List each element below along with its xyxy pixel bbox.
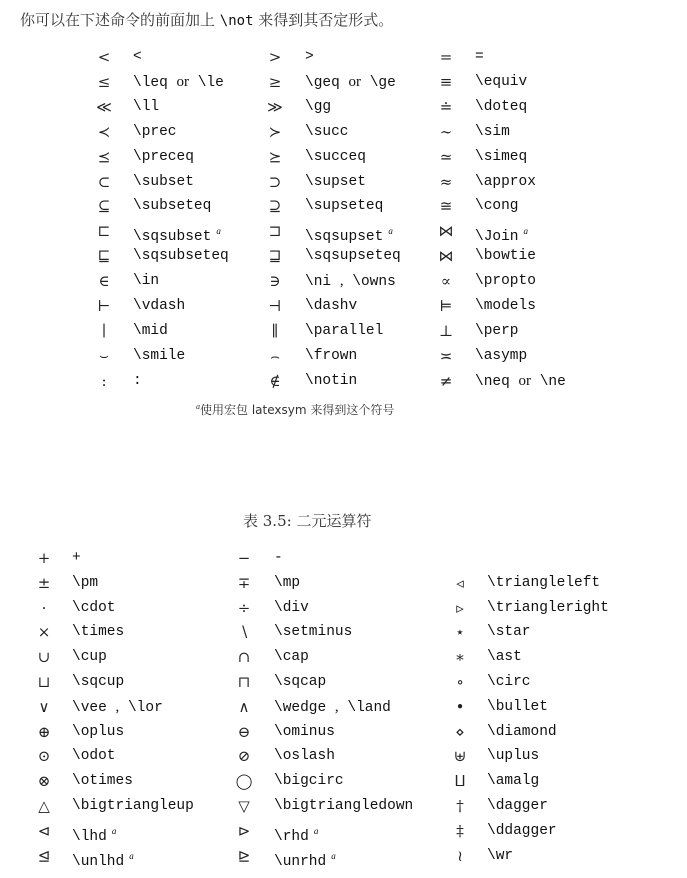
symbol-command: [305, 220, 393, 248]
command-text: \notin: [305, 372, 358, 389]
command-text: \vdash: [133, 298, 186, 314]
footnote-ref: a: [388, 226, 393, 237]
command-alias: \le: [197, 74, 224, 91]
symbol-glyph: ‡: [456, 821, 464, 840]
command-text: \unrhd: [274, 853, 327, 870]
symbol-glyph: ⋆: [455, 623, 465, 642]
symbol-glyph: +: [37, 549, 51, 567]
symbol-glyph: =: [439, 48, 453, 66]
command-text: \dagger: [487, 798, 548, 814]
symbol-glyph: ⋈: [438, 222, 454, 241]
symbol-glyph: ⊳: [237, 821, 251, 840]
symbol-command: [475, 71, 527, 93]
symbol-command: [72, 597, 116, 619]
command-text: \frown: [305, 347, 358, 364]
symbol-command: [475, 96, 527, 118]
symbol-glyph: ∈: [98, 272, 110, 291]
symbol-command: [305, 295, 357, 317]
symbol-command: [133, 96, 159, 118]
symbol-command: [133, 245, 229, 267]
symbol-glyph: ⊣: [268, 297, 282, 315]
command-text: \wedge: [274, 699, 327, 716]
command-text: \bigcirc: [274, 773, 344, 790]
symbol-command: [133, 320, 168, 342]
symbol-glyph: ±: [37, 573, 51, 592]
command-text: \oslash: [274, 748, 335, 765]
command-text: \triangleright: [487, 599, 609, 616]
command-text: \propto: [475, 273, 536, 290]
symbol-command: [72, 646, 107, 668]
command-alias: \ne: [539, 373, 566, 390]
symbol-glyph: ⊇: [268, 197, 282, 216]
command-text: \wr: [487, 847, 514, 864]
symbol-glyph: ∨: [38, 697, 50, 716]
symbol-glyph: ⊗: [37, 772, 51, 791]
command-text: \sqsupseteq: [305, 248, 401, 265]
symbol-glyph: ∪: [37, 648, 51, 667]
command-text: \rhd: [274, 828, 309, 845]
command-text: \bullet: [487, 698, 548, 715]
symbol-command: [487, 696, 548, 718]
command-text: =: [475, 49, 484, 65]
symbol-glyph: :: [101, 371, 107, 390]
symbol-command: [475, 320, 519, 342]
command-separator: ,: [115, 698, 120, 715]
symbol-command: [475, 370, 566, 393]
command-text: \unlhd: [72, 853, 125, 870]
symbol-command: [72, 721, 124, 743]
symbol-command: [133, 370, 142, 392]
command-text: \lhd: [72, 828, 107, 845]
symbol-glyph: ÷: [237, 598, 251, 617]
symbol-glyph: †: [456, 797, 464, 815]
symbol-glyph: ⊒: [268, 247, 282, 266]
command-separator: or: [348, 73, 362, 90]
symbol-glyph: ▽: [238, 797, 250, 815]
symbol-glyph: ≐: [439, 97, 453, 116]
command-text: <: [133, 49, 142, 65]
command-text: \cap: [274, 649, 309, 666]
symbol-glyph: ∩: [237, 648, 251, 667]
symbol-command: [133, 46, 142, 68]
symbol-command: [305, 146, 366, 168]
command-text: \ll: [133, 98, 160, 115]
symbol-glyph: <: [97, 48, 111, 66]
symbol-command: [487, 621, 531, 643]
symbol-glyph: ≃: [439, 147, 453, 166]
command-text: \prec: [133, 123, 177, 140]
symbol-command: [274, 745, 335, 767]
symbol-command: [72, 795, 194, 817]
intro-after: 来得到其否定形式。: [253, 11, 394, 29]
command-text: \dashv: [305, 298, 358, 314]
symbol-glyph: ≻: [268, 122, 282, 141]
symbol-command: [133, 71, 224, 94]
command-text: +: [72, 550, 81, 566]
symbol-command: [475, 295, 536, 317]
command-alias: \owns: [352, 274, 396, 291]
command-text: :: [133, 372, 142, 389]
command-alias: \lor: [127, 699, 163, 716]
symbol-command: [274, 696, 391, 719]
symbol-glyph: ⪯: [97, 147, 111, 166]
symbol-command: [274, 597, 309, 619]
symbol-command: [274, 845, 336, 873]
symbol-glyph: ⊕: [37, 722, 51, 741]
symbol-glyph: ·: [41, 598, 47, 617]
symbol-command: [475, 220, 528, 248]
command-alias: \ge: [369, 74, 396, 91]
footnote-mark: a: [196, 402, 200, 411]
symbol-glyph: ⊲: [37, 821, 51, 840]
command-text: \sqcap: [274, 674, 327, 690]
command-text: \doteq: [475, 98, 528, 115]
command-text: \neq: [475, 373, 510, 390]
symbol-command: [487, 597, 609, 619]
symbol-command: [305, 71, 396, 94]
command-text: \approx: [475, 173, 536, 190]
symbol-glyph: ⊃: [268, 172, 282, 191]
command-text: \supseteq: [305, 198, 384, 215]
symbol-glyph: >: [268, 48, 282, 66]
symbol-glyph: ≍: [439, 346, 453, 365]
command-text: \ddagger: [487, 822, 557, 839]
symbol-command: [487, 820, 557, 842]
symbol-command: [274, 820, 318, 848]
symbol-glyph: ▹: [456, 598, 464, 617]
symbol-command: [475, 121, 510, 143]
command-text: \parallel: [305, 322, 384, 339]
symbol-command: [133, 295, 185, 317]
symbol-glyph: ⊖: [237, 722, 251, 741]
symbol-command: [475, 171, 536, 193]
symbol-command: [72, 820, 116, 848]
footnote-ref: a: [111, 825, 117, 836]
symbol-command: [305, 121, 349, 143]
symbol-glyph: ≀: [457, 846, 463, 865]
symbol-glyph: −: [237, 549, 251, 567]
symbol-command: [274, 646, 309, 668]
command-text: \perp: [475, 322, 519, 339]
command-text: \supset: [305, 173, 366, 190]
command-text: \diamond: [487, 723, 557, 740]
command-text: \gg: [305, 98, 332, 115]
symbol-command: [305, 320, 383, 342]
command-separator: or: [176, 73, 190, 90]
command-text: \subseteq: [133, 198, 212, 215]
command-text: \otimes: [72, 773, 133, 790]
symbol-glyph: ◯: [235, 772, 253, 791]
symbol-command: [487, 745, 539, 767]
symbol-glyph: ⋈: [438, 247, 454, 266]
symbol-glyph: ◃: [456, 573, 464, 592]
symbol-glyph: ⊎: [453, 747, 467, 766]
command-text: -: [274, 550, 283, 566]
command-separator: ,: [339, 273, 344, 290]
symbol-command: [305, 195, 383, 217]
command-text: \div: [274, 599, 309, 616]
command-text: \models: [475, 298, 536, 314]
command-text: \uplus: [487, 748, 540, 765]
symbol-glyph: ⊵: [237, 846, 251, 865]
command-text: \leq: [133, 74, 168, 91]
symbol-command: [72, 845, 134, 873]
symbol-command: [72, 671, 124, 693]
command-text: \circ: [487, 674, 531, 690]
symbol-command: [133, 146, 194, 168]
command-text: \amalg: [487, 773, 540, 790]
symbol-glyph: ∗: [454, 648, 466, 667]
symbol-command: [475, 195, 519, 217]
intro-code: \not: [219, 13, 254, 29]
symbol-command: [274, 621, 352, 643]
symbol-glyph: ⌣: [99, 346, 109, 365]
symbol-glyph: ≠: [439, 371, 453, 390]
symbol-glyph: △: [38, 797, 50, 815]
symbol-command: [274, 721, 335, 743]
footnote-ref: a: [216, 226, 221, 237]
symbol-command: [305, 171, 366, 193]
symbol-glyph: ≪: [96, 97, 112, 116]
symbol-glyph: ⊓: [237, 673, 251, 691]
intro-text: [20, 9, 393, 30]
symbol-glyph: ≥: [268, 72, 282, 91]
symbol-command: [274, 795, 413, 817]
command-text: \triangleleft: [487, 574, 601, 591]
symbol-glyph: ∋: [269, 272, 281, 291]
symbol-command: [72, 621, 124, 643]
symbol-glyph: ≫: [267, 97, 283, 116]
footnote-ref: a: [313, 825, 319, 836]
symbol-glyph: ⊴: [37, 846, 51, 865]
symbol-command: [133, 220, 221, 248]
command-text: \mid: [133, 322, 168, 339]
command-text: \pm: [72, 574, 99, 591]
command-separator: ,: [334, 698, 339, 715]
command-text: \vee: [72, 699, 107, 716]
command-alias: \land: [347, 699, 391, 716]
symbol-command: [274, 572, 300, 594]
command-text: \sim: [475, 123, 510, 140]
symbol-command: [72, 770, 133, 792]
command-text: \cup: [72, 649, 107, 666]
intro-before: 你可以在下述命令的前面加上: [20, 11, 220, 29]
symbol-command: [475, 345, 527, 367]
symbol-command: [475, 270, 536, 292]
symbol-command: [274, 671, 326, 693]
command-text: \Join: [475, 229, 519, 246]
symbol-glyph: ∧: [238, 697, 250, 716]
footnote-ref: a: [331, 850, 336, 861]
symbol-command: [475, 46, 484, 68]
symbol-glyph: ≈: [439, 172, 453, 191]
command-text: \bigtriangleup: [72, 798, 194, 814]
symbol-command: [475, 245, 536, 267]
symbol-glyph: ⊂: [97, 172, 111, 191]
symbol-command: [487, 845, 513, 867]
command-text: \bowtie: [475, 248, 536, 265]
command-text: \asymp: [475, 347, 528, 364]
command-text: \sqsubset: [133, 229, 212, 246]
symbol-glyph: ∼: [439, 122, 453, 141]
command-text: \subset: [133, 173, 194, 190]
command-text: \geq: [305, 74, 340, 91]
command-text: \equiv: [475, 73, 528, 90]
symbol-command: [305, 46, 314, 68]
symbol-glyph: ⊔: [37, 673, 51, 691]
symbol-command: [487, 646, 522, 668]
symbol-glyph: ⊙: [37, 747, 51, 766]
command-separator: or: [518, 372, 532, 389]
symbol-glyph: ⊆: [97, 197, 111, 216]
symbol-glyph: ≺: [97, 122, 111, 141]
symbol-command: [72, 696, 163, 719]
symbol-glyph: ⊏: [97, 222, 111, 241]
command-text: \ni: [305, 274, 332, 291]
command-text: \succ: [305, 123, 349, 140]
command-text: \succeq: [305, 148, 366, 165]
footnote-text: 使用宏包 latexsym 来得到这个符号: [200, 403, 395, 417]
symbol-command: [487, 770, 539, 792]
symbol-glyph: ⊨: [439, 297, 453, 315]
command-text: \sqsupset: [305, 229, 384, 246]
symbol-command: [72, 745, 116, 767]
symbol-glyph: ⊑: [97, 247, 111, 266]
symbol-glyph: ×: [37, 623, 51, 642]
symbol-command: [133, 171, 194, 193]
symbol-command: [305, 270, 396, 293]
symbol-command: [133, 121, 177, 143]
symbol-glyph: ∘: [456, 673, 464, 691]
command-text: \in: [133, 273, 160, 290]
symbol-glyph: ∥: [271, 321, 279, 340]
footnote-ref: a: [129, 850, 134, 861]
table-caption: 表 3.5: 二元运算符: [243, 512, 372, 530]
symbol-command: [72, 547, 81, 569]
command-text: \preceq: [133, 148, 194, 165]
symbol-command: [274, 770, 344, 792]
symbol-glyph: ∣: [101, 321, 107, 340]
symbol-glyph: ⌢: [270, 346, 280, 365]
command-text: \cong: [475, 198, 519, 215]
command-text: \odot: [72, 748, 116, 765]
footnote: [196, 401, 394, 418]
symbol-command: [305, 245, 401, 267]
symbol-command: [487, 572, 600, 594]
command-text: \times: [72, 624, 125, 641]
symbol-glyph: •: [455, 697, 465, 716]
symbol-command: [475, 146, 527, 168]
symbol-command: [305, 345, 357, 367]
symbol-glyph: ∖: [239, 623, 249, 642]
command-text: \bigtriangledown: [274, 798, 414, 814]
symbol-glyph: ≅: [439, 197, 453, 216]
symbol-glyph: ⨿: [454, 772, 466, 791]
symbol-command: [487, 671, 531, 693]
command-text: \sqsubseteq: [133, 248, 229, 265]
symbol-glyph: ∝: [440, 272, 452, 291]
command-text: \smile: [133, 347, 186, 364]
symbol-command: [133, 270, 159, 292]
command-text: \oplus: [72, 723, 125, 740]
symbol-glyph: ≡: [439, 72, 453, 91]
symbol-glyph: ⊥: [438, 321, 454, 340]
symbol-command: [487, 795, 548, 817]
symbol-command: [305, 96, 331, 118]
command-text: \ominus: [274, 723, 335, 740]
symbol-glyph: ∓: [237, 573, 251, 592]
command-text: \mp: [274, 574, 301, 591]
symbol-command: [72, 572, 98, 594]
command-text: \simeq: [475, 148, 528, 165]
symbol-command: [133, 195, 211, 217]
symbol-glyph: ⊐: [268, 222, 282, 241]
command-text: \setminus: [274, 624, 353, 641]
command-text: >: [305, 49, 314, 65]
symbol-glyph: ⋄: [455, 722, 465, 741]
command-text: \star: [487, 624, 531, 641]
symbol-glyph: ⊢: [97, 297, 111, 315]
symbol-glyph: ⪰: [268, 147, 282, 166]
symbol-command: [305, 370, 357, 392]
command-text: \ast: [487, 649, 522, 666]
footnote-ref: a: [523, 226, 529, 237]
symbol-command: [274, 547, 283, 569]
command-text: \cdot: [72, 599, 116, 616]
symbol-command: [487, 721, 557, 743]
symbol-glyph: ≤: [97, 72, 111, 91]
command-text: \sqcup: [72, 674, 125, 690]
symbol-command: [133, 345, 185, 367]
symbol-glyph: ∉: [269, 371, 281, 390]
symbol-glyph: ⊘: [237, 747, 251, 766]
